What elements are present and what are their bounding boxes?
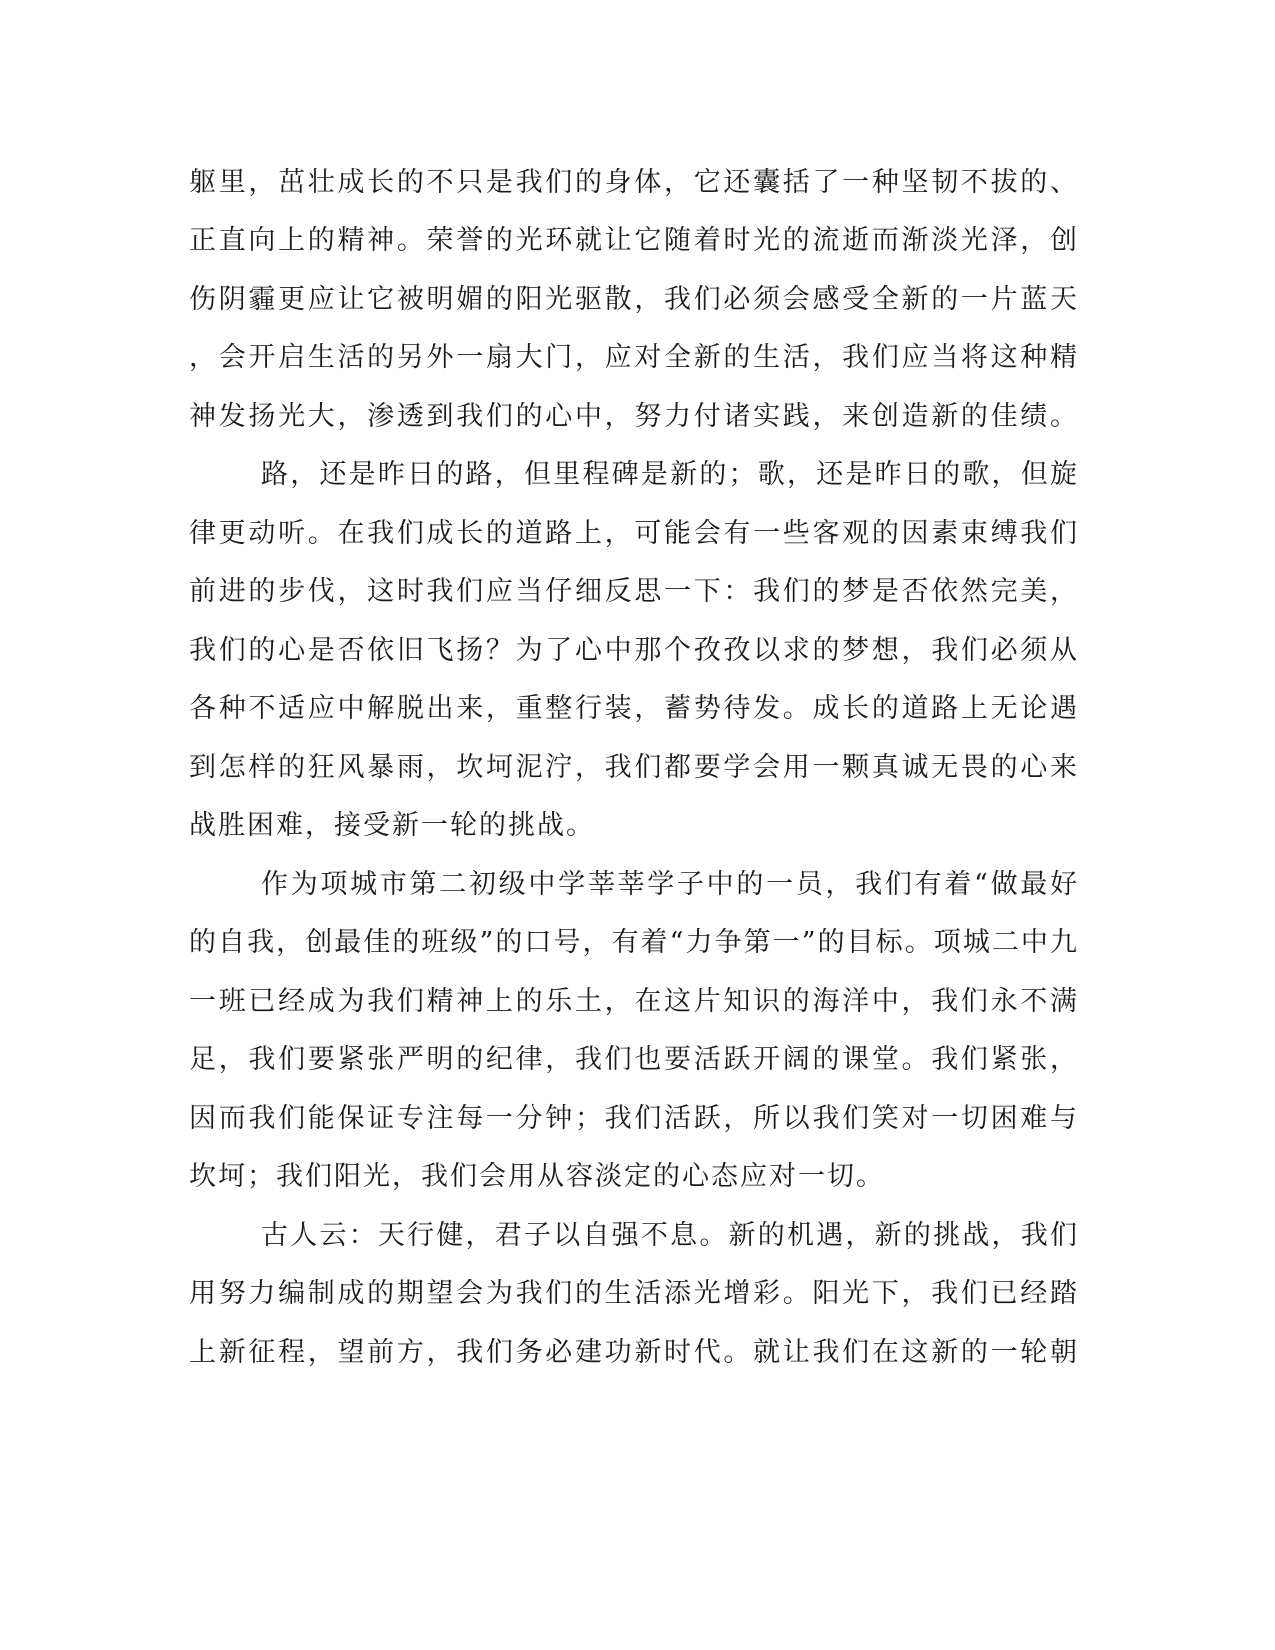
text-line: 因而我们能保证专注每一分钟；我们活跃，所以我们笑对一切困难与: [189, 1103, 1077, 1134]
text-line: 躯里，茁壮成长的不只是我们的身体，它还囊括了一种坚韧不拔的、: [189, 167, 1077, 198]
text-line: 神发扬光大，渗透到我们的心中，努力付诸实践，来创造新的佳绩。: [189, 401, 1077, 432]
text-line: 一班已经成为我们精神上的乐土，在这片知识的海洋中，我们永不满: [189, 986, 1077, 1017]
paragraph-last-line: 坎坷；我们阳光，我们会用从容淡定的心态应对一切。: [189, 1161, 885, 1192]
text-line: 前进的步伐，这时我们应当仔细反思一下：我们的梦是否依然完美，: [189, 576, 1077, 607]
text-line: 的自我，创最佳的班级”的口号，有着“力争第一”的目标。项城二中九: [189, 927, 1077, 958]
paragraph-last-line: 战胜困难，接受新一轮的挑战。: [189, 810, 595, 841]
text-line: 各种不适应中解脱出来，重整行装，蓄势待发。成长的道路上无论遇: [189, 693, 1077, 724]
paragraph-first-line: 古人云：天行健，君子以自强不息。新的机遇，新的挑战，我们: [261, 1220, 1077, 1251]
text-line: 正直向上的精神。荣誉的光环就让它随着时光的流逝而渐淡光泽，创: [189, 225, 1077, 256]
text-line: 律更动听。在我们成长的道路上，可能会有一些客观的因素束缚我们: [189, 518, 1077, 549]
paragraph-first-line: 作为项城市第二初级中学莘莘学子中的一员，我们有着“做最好: [261, 869, 1077, 900]
text-line: 我们的心是否依旧飞扬？为了心中那个孜孜以求的梦想，我们必须从: [189, 635, 1077, 666]
text-line: 用努力编制成的期望会为我们的生活添光增彩。阳光下，我们已经踏: [189, 1278, 1077, 1309]
paragraph-first-line: 路，还是昨日的路，但里程碑是新的；歌，还是昨日的歌，但旋: [261, 459, 1077, 490]
text-line: 伤阴霾更应让它被明媚的阳光驱散，我们必须会感受全新的一片蓝天: [189, 284, 1077, 315]
text-line: 上新征程，望前方，我们务必建功新时代。就让我们在这新的一轮朝: [189, 1337, 1077, 1368]
text-line: 足，我们要紧张严明的纪律，我们也要活跃开阔的课堂。我们紧张，: [189, 1044, 1077, 1075]
text-line: 到怎样的狂风暴雨，坎坷泥泞，我们都要学会用一颗真诚无畏的心来: [189, 752, 1077, 783]
text-line: ，会开启生活的另外一扇大门，应对全新的生活，我们应当将这种精: [189, 342, 1077, 373]
